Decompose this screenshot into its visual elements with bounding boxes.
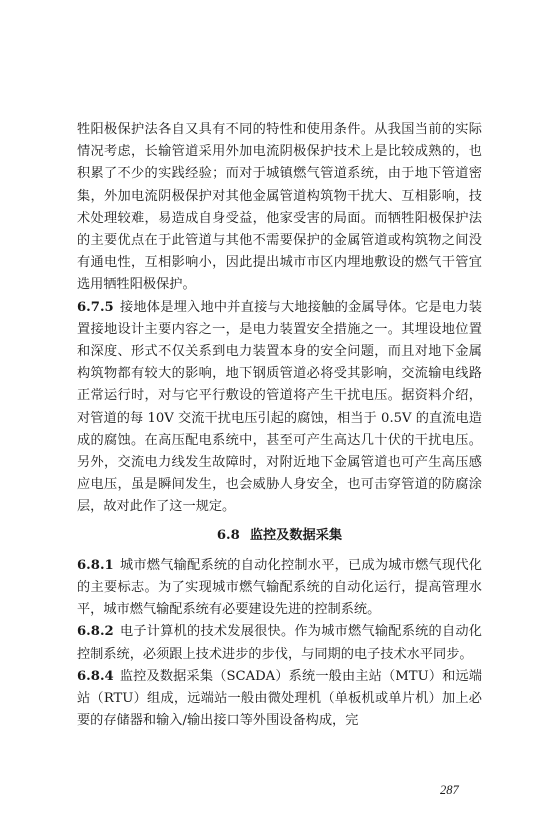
clause-number: 6.8.1	[77, 557, 114, 573]
clause-text: 城市燃气输配系统的自动化控制水平，已成为城市燃气现代化的主要标志。为了实现城市燃气输配系统的自动化运行，提高管理水平，城市燃气输配系统有必要建设先进的控制系统。	[77, 557, 482, 618]
clause-number: 6.7.5	[77, 299, 114, 315]
clause-6-8-4	[77, 666, 482, 733]
clause-text: 监控及数据采集（SCADA）系统一般由主站（MTU）和远端站（RTU）组成，远端站一般由微处理机（单板机或单片机）加上必要的存储器和输入/输出接口等外围设备构成，完	[77, 668, 482, 729]
page-number: 287	[440, 783, 459, 797]
continued-paragraph: 牲阳极保护法各自又具有不同的特性和使用条件。从我国当前的实际情况考虑，长输管道采用外加电流阴极保护技术上是比较成熟的，也积累了不少的实践经验；而对于城镇燃气管道系统，由于地下管道密集，外加电流阴极保护对其他金属管道构筑物干扰大、互相影响，技术处理较难，易造成自身受益，他家受害的局面。而牺牲阳极保护法的主要优点在于此管道与其他不需要保护的金属管道或构筑物之间没有通电性，互相影响小，因此提出城市市区内埋地敷设的燃气干管宜选用牺牲阳极保护。	[77, 122, 482, 293]
clause-text: 接地体是埋入地中并直接与大地接触的金属导体。它是电力装置接地设计主要内容之一，是电力装置安全措施之一。其埋设地位置和深度、形式不仅关系到电力装置本身的安全问题，而且对地下金属构筑物都有较大的影响，地下钢质管道必将受其影响，交流输电线路正常运行时，对与它平行敷设的管道将产生干扰电压。据资料介绍，对管道的每 10V 交流干扰电压引起的腐蚀，相当于 0.5V 的直流电造成的腐蚀。在高压配电系统中，甚至可产生高达几十伏的干扰电压。另外，交流电力线发生故障时，对附近地下金属管道也可产生高压感应电压，虽是瞬间发生，也会威胁人身安全，也可击穿管道的防腐涂层，故对此作了这一规定。	[77, 299, 482, 515]
page-body	[77, 119, 482, 732]
clause-6-7-5	[77, 297, 482, 519]
section-title: 监控及数据采集	[249, 527, 343, 543]
section-heading	[77, 525, 482, 547]
section-number: 6.8	[216, 527, 240, 543]
clause-6-8-1	[77, 555, 482, 622]
clause-number: 6.8.2	[77, 624, 114, 640]
clause-text: 电子计算机的技术发展很快。作为城市燃气输配系统的自动化控制系统，必须跟上技术进步的步伐，与同期的电子技术水平同步。	[77, 624, 482, 662]
clause-6-8-2	[77, 621, 482, 665]
clause-number: 6.8.4	[77, 668, 114, 684]
